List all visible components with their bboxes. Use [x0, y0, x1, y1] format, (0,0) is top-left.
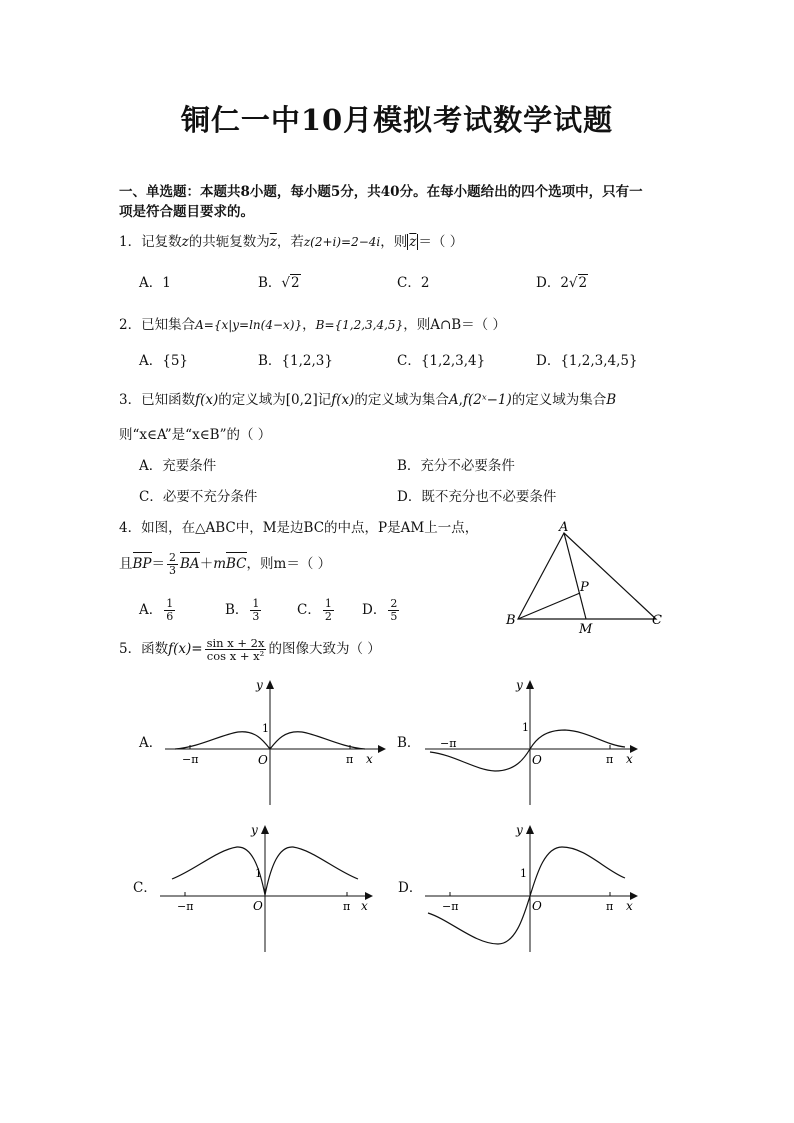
- q4-option-d: D． $\frac{2}{5}$: [362, 597, 398, 623]
- svg-text:−π: −π: [442, 900, 459, 913]
- graph-c: [155, 820, 385, 955]
- svg-text:π: π: [606, 900, 614, 913]
- section-heading-line2: 项是符合题目要求的。: [119, 204, 254, 220]
- svg-text:1: 1: [255, 867, 262, 880]
- q1-option-d: D．2√2: [536, 275, 588, 291]
- q3-option-d: D．既不充分也不必要条件: [397, 489, 557, 505]
- svg-text:y: y: [256, 678, 263, 692]
- question-3-line1: 3．已知函数f(x)的定义域为[0,2]记f(x)的定义域为集合A,f(2ˣ−1)的定义域为集合B: [119, 392, 617, 408]
- q3-option-a: A．充要条件: [139, 458, 217, 474]
- svg-text:x: x: [626, 899, 633, 913]
- question-2: 2．已知集合A={x|y=ln(4−x)}，B={1,2,3,4,5}，则A∩B＝（ ）: [119, 317, 506, 333]
- q2-option-c: C．{1,2,3,4}: [397, 353, 486, 369]
- svg-text:π: π: [606, 753, 614, 766]
- svg-text:π: π: [346, 753, 354, 766]
- svg-text:x: x: [366, 752, 373, 766]
- svg-text:O: O: [253, 899, 263, 913]
- svg-text:1: 1: [520, 867, 527, 880]
- svg-text:O: O: [258, 753, 268, 767]
- q2-option-d: D．{1,2,3,4,5}: [536, 353, 638, 369]
- label-p: P: [580, 580, 589, 595]
- graph-d: [420, 820, 650, 955]
- svg-text:π: π: [343, 900, 351, 913]
- graph-label-b: B．: [397, 735, 421, 751]
- svg-text:x: x: [361, 899, 368, 913]
- svg-text:1: 1: [262, 722, 269, 735]
- svg-text:y: y: [516, 823, 523, 837]
- page-title: 铜仁一中10月模拟考试数学试题: [180, 103, 614, 137]
- question-1: 1．记复数z的共轭复数为$\overline{z}$，若z(2+i)=2−4i，则 $\overline{z}$ ＝（ ）: [119, 234, 464, 250]
- q1-option-c: C．2: [397, 275, 430, 291]
- graph-label-c: C．: [133, 880, 157, 896]
- svg-text:y: y: [251, 823, 258, 837]
- graph-a: [160, 675, 390, 810]
- q2-option-a: A．{5}: [139, 353, 189, 369]
- question-5: 5．函数f(x)= $\frac{\text{sin x + 2x}}{\text{cos x + x²}}$ 的图像大致为（ ）: [119, 636, 381, 663]
- graph-label-a: A．: [139, 735, 163, 751]
- label-c: C: [652, 613, 662, 628]
- graph-b: [420, 675, 650, 810]
- svg-text:−π: −π: [440, 737, 457, 750]
- svg-text:−π: −π: [177, 900, 194, 913]
- svg-text:y: y: [516, 678, 523, 692]
- question-3-line2: 则“x∈A”是“x∈B”的（ ）: [119, 427, 272, 443]
- q4-option-b: B． $\frac{1}{3}$: [225, 597, 260, 623]
- q3-option-c: C．必要不充分条件: [139, 489, 258, 505]
- svg-text:x: x: [626, 752, 633, 766]
- label-a: A: [559, 520, 569, 535]
- question-4-line2: 且BP＝ $\frac{2}{3}$ BA＋mBC，则m＝（ ）: [119, 551, 332, 577]
- q2-option-b: B．{1,2,3}: [258, 353, 333, 369]
- svg-text:O: O: [532, 753, 542, 767]
- q4-option-c: C． $\frac{1}{2}$: [297, 597, 332, 623]
- q3-option-b: B．充分不必要条件: [397, 458, 515, 474]
- question-4-line1: 4．如图，在△ABC中，M是边BC的中点，P是AM上一点，: [119, 520, 479, 536]
- q1-option-a: A．1: [139, 275, 171, 291]
- q1-option-b: B．√2: [258, 275, 300, 291]
- q4-option-a: A． $\frac{1}{6}$: [139, 597, 174, 623]
- svg-text:−π: −π: [182, 753, 199, 766]
- label-b: B: [506, 613, 516, 628]
- svg-text:1: 1: [522, 721, 529, 734]
- graph-label-d: D．: [398, 880, 423, 896]
- section-heading-line1: 一、单选题：本题共8小题，每小题5分，共40分。在每小题给出的四个选项中，只有一: [119, 184, 643, 200]
- triangle-figure: [500, 515, 680, 640]
- svg-text:O: O: [532, 899, 542, 913]
- label-m: M: [579, 622, 593, 637]
